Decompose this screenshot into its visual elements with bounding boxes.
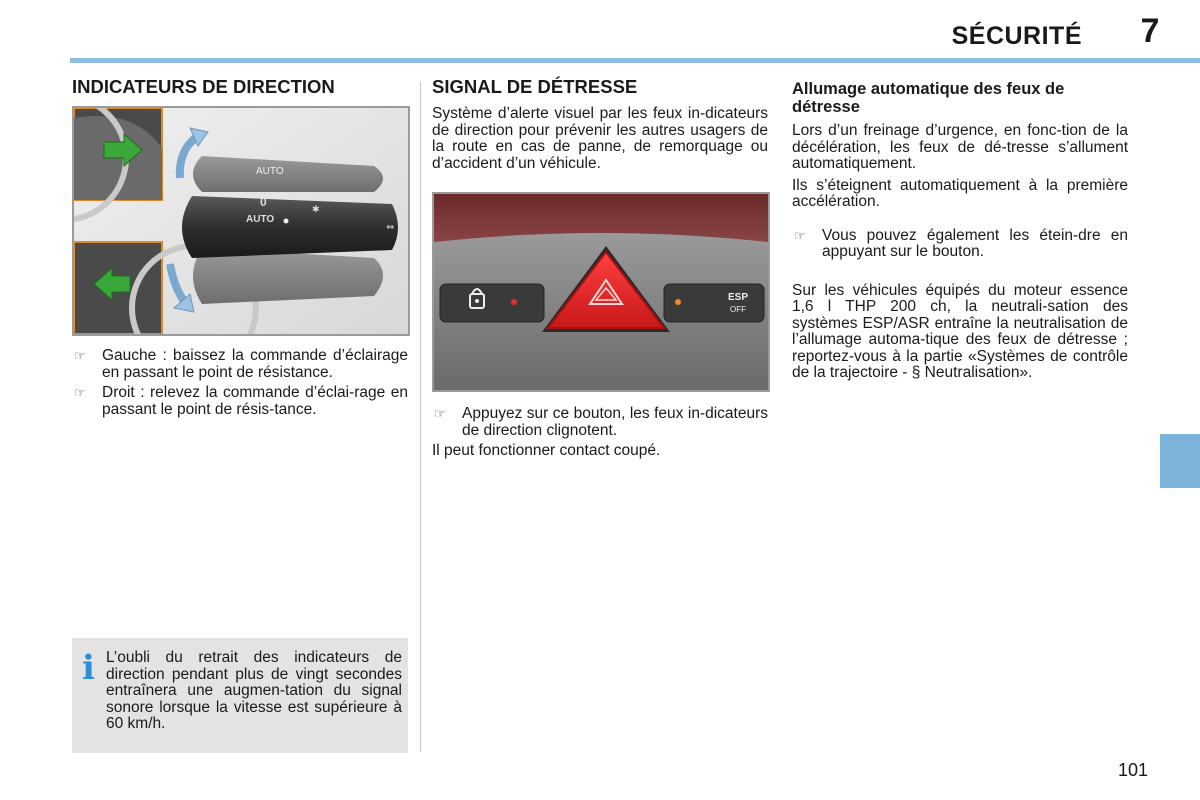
bullet-switch-off-text: Vous pouvez également les étein-dre en appuyant sur le bouton. [822, 226, 1128, 260]
hazard-note: Il peut fonctionner contact coupé. [432, 442, 661, 459]
header-rule [70, 58, 1200, 63]
bullet-left-text: Gauche : baissez la commande d’éclairage en passant le point de résistance. [102, 347, 408, 381]
stalk-drawing [74, 108, 408, 334]
svg-text:⇔: ⇔ [386, 222, 395, 233]
svg-text:AUTO: AUTO [256, 166, 284, 177]
bullet-left [72, 348, 408, 381]
column-separator [420, 82, 421, 752]
hazard-drawing [434, 194, 768, 390]
pointing-hand-icon: ☞ [434, 406, 446, 421]
hazard-button-photo [432, 192, 770, 392]
heading-automatic-hazard: Allumage automatique des feux de détresse [792, 80, 1065, 116]
auto-hazard-para-1: Lors d’un freinage d’urgence, en fonc-tion de la décélération, les feux de dé-tresse s’allument automatiquement. [792, 122, 1128, 172]
svg-text:ESP: ESP [728, 292, 749, 303]
stalk-illustration [72, 106, 410, 336]
bullet-press-button [432, 406, 768, 439]
page-number: 101 [1118, 760, 1149, 780]
bullet-right [72, 385, 408, 418]
bullet-right-text: Droit : relevez la commande d’éclai-rage en passant le point de résis-tance. [102, 384, 408, 418]
pointing-hand-icon: ☞ [74, 348, 86, 363]
svg-text:0: 0 [260, 195, 267, 209]
info-box [72, 638, 408, 753]
pointing-hand-icon: ☞ [74, 385, 86, 400]
section-title: SÉCURITÉ [951, 22, 1082, 50]
svg-text:AUTO: AUTO [246, 214, 275, 225]
column-automatic-hazard [792, 80, 1128, 382]
bullet-press-button-text: Appuyez sur ce bouton, les feux in-dicateurs de direction clignotent. [462, 405, 768, 439]
chapter-side-tab [1160, 434, 1200, 488]
heading-hazard-signal: SIGNAL DE DÉTRESSE [432, 76, 638, 97]
auto-hazard-para-2: Ils s’éteignent automatiquement à la première accélération. [792, 176, 1128, 210]
svg-text:OFF: OFF [730, 305, 746, 314]
column-hazard-signal [432, 76, 768, 460]
info-icon: i [82, 648, 95, 688]
svg-text:✱: ✱ [312, 205, 320, 215]
column-direction-indicators [72, 76, 408, 418]
chapter-number: 7 [1140, 12, 1160, 50]
info-text: L’oubli du retrait des indicateurs de direction pendant plus de vingt secondes entraînera une augmen-tation du signal sonore lorsque la vitesse est supérieure à 60 km/h. [106, 649, 402, 732]
pointing-hand-icon: ☞ [794, 227, 806, 243]
auto-hazard-para-3: Sur les véhicules équipés du moteur essence 1,6 l THP 200 ch, la neutrali-sation des systèmes ESP/ASR entraîne la neutralisation de l’allumage automa-tique des feux de détresse ; reportez-vous à la partie «Systèmes de contrôle de la trajectoire - § Neutralisation». [792, 281, 1128, 381]
hazard-intro: Système d’alerte visuel par les feux in-dicateurs de direction pour prévenir les autres usagers de la route en cas de panne, de remorquage ou d’accident d’un véhicule. [432, 105, 768, 172]
heading-direction-indicators: INDICATEURS DE DIRECTION [72, 76, 335, 97]
bullet-switch-off [792, 228, 1128, 261]
